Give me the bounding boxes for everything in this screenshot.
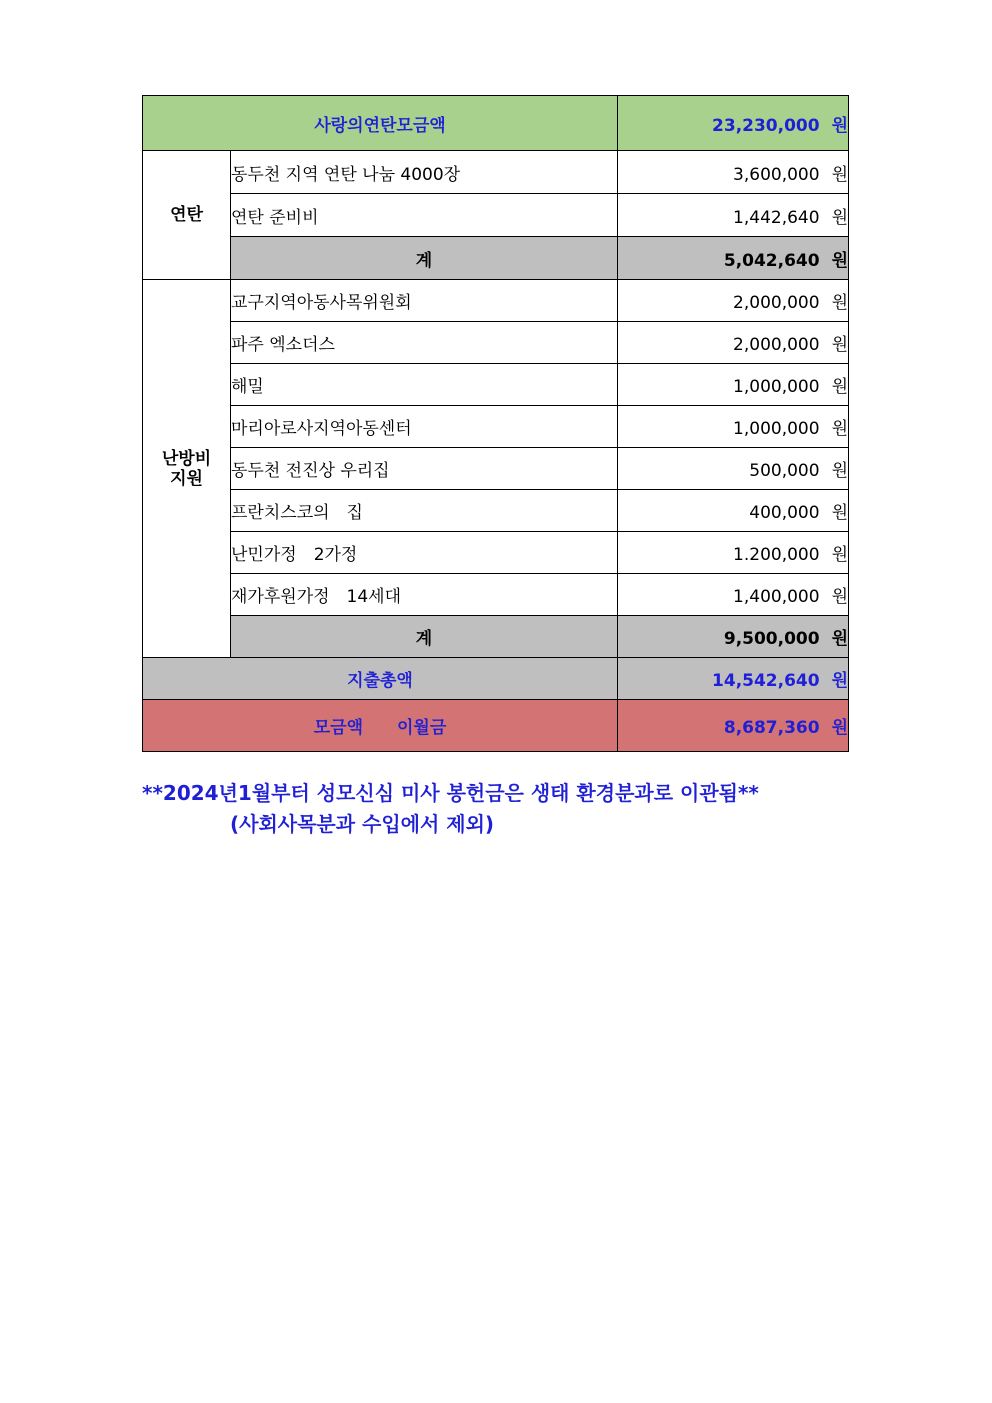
item-amount: 1,442,640 원 bbox=[618, 194, 849, 237]
total-expense-row bbox=[143, 658, 849, 700]
briquette-subtotal-row bbox=[143, 237, 849, 280]
item-amount: 3,600,000 원 bbox=[618, 151, 849, 194]
table-row bbox=[143, 574, 849, 616]
notes bbox=[142, 778, 862, 840]
subtotal-label: 계 bbox=[231, 237, 618, 280]
item-amount: 1,000,000 원 bbox=[618, 364, 849, 406]
item-label: 마리아로사지역아동센터 bbox=[231, 406, 618, 448]
heating-subtotal-row bbox=[143, 616, 849, 658]
table-row bbox=[143, 280, 849, 322]
subtotal-amount: 9,500,000 원 bbox=[618, 616, 849, 658]
category-briquette: 연탄 bbox=[143, 151, 231, 280]
item-label: 재가후원가정 14세대 bbox=[231, 574, 618, 616]
fundraising-total-label: 사랑의연탄모금액 bbox=[143, 96, 618, 151]
item-amount: 1,400,000 원 bbox=[618, 574, 849, 616]
table-row bbox=[143, 490, 849, 532]
balance-label: 모금액 이월금 bbox=[143, 700, 618, 752]
item-amount: 500,000 원 bbox=[618, 448, 849, 490]
subtotal-amount: 5,042,640 원 bbox=[618, 237, 849, 280]
table-row bbox=[143, 151, 849, 194]
item-amount: 2,000,000 원 bbox=[618, 322, 849, 364]
fundraising-total-row bbox=[143, 96, 849, 151]
table-row bbox=[143, 194, 849, 237]
item-amount: 400,000 원 bbox=[618, 490, 849, 532]
item-amount: 1.200,000 원 bbox=[618, 532, 849, 574]
table-row bbox=[143, 448, 849, 490]
item-amount: 2,000,000 원 bbox=[618, 280, 849, 322]
item-label: 교구지역아동사목위원회 bbox=[231, 280, 618, 322]
table-row bbox=[143, 406, 849, 448]
balance-amount: 8,687,360 원 bbox=[618, 700, 849, 752]
item-label: 프란치스코의 집 bbox=[231, 490, 618, 532]
total-expense-amount: 14,542,640 원 bbox=[618, 658, 849, 700]
expense-table bbox=[142, 95, 849, 752]
item-label: 동두천 지역 연탄 나눔 4000장 bbox=[231, 151, 618, 194]
total-expense-label: 지출총액 bbox=[143, 658, 618, 700]
note-line-1: **2024년1월부터 성모신심 미사 봉헌금은 생태 환경분과로 이관됨** bbox=[142, 781, 759, 805]
subtotal-label: 계 bbox=[231, 616, 618, 658]
item-amount: 1,000,000 원 bbox=[618, 406, 849, 448]
item-label: 파주 엑소더스 bbox=[231, 322, 618, 364]
item-label: 동두천 전진상 우리집 bbox=[231, 448, 618, 490]
category-heating: 난방비 지원 bbox=[143, 280, 231, 658]
table-row bbox=[143, 364, 849, 406]
item-label: 해밀 bbox=[231, 364, 618, 406]
table-row bbox=[143, 322, 849, 364]
table-row bbox=[143, 532, 849, 574]
fundraising-total-amount: 23,230,000 원 bbox=[618, 96, 849, 151]
note-line-2: (사회사목분과 수입에서 제외) bbox=[230, 812, 495, 836]
item-label: 연탄 준비비 bbox=[231, 194, 618, 237]
item-label: 난민가정 2가정 bbox=[231, 532, 618, 574]
balance-row bbox=[143, 700, 849, 752]
